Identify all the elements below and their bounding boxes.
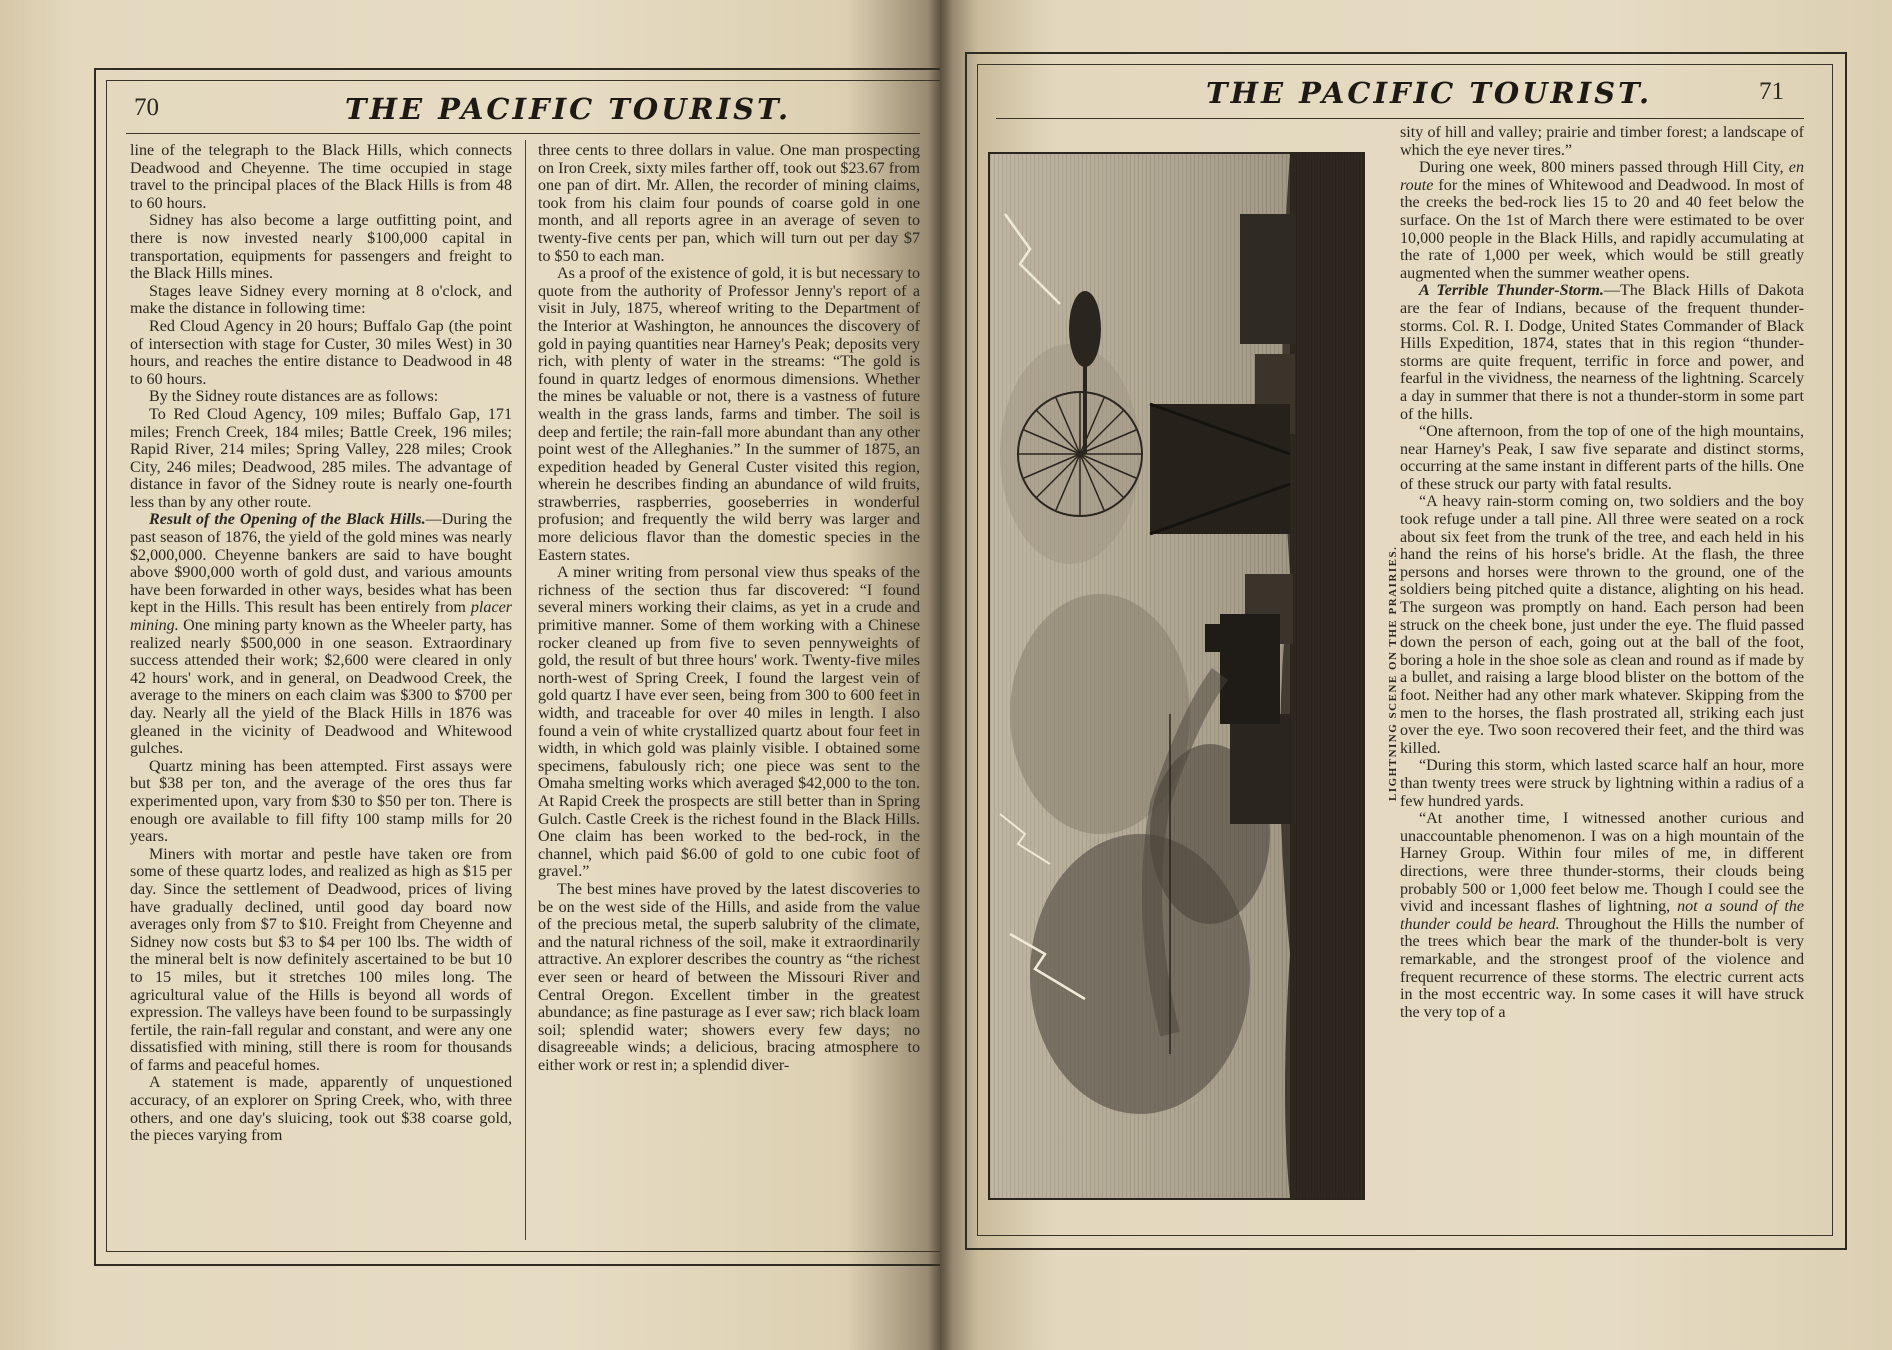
- paragraph: Quartz mining has been attempted. First assays were but $38 per ton, and the average of the ores thus far experimented upon, vary from $30 to $50 per ton. There is enough ore available to fill fifty 100 stamp mills for 20 years.: [130, 757, 512, 846]
- paragraph-text: Throughout the Hills the number of the trees which bear the mark of the thunder-bolt is very remarkable, and the strongest proof of the violence and frequent recurrence of these storms. The electric current acts in the most eccentric way. In some cases it will have struck the very top of a: [1400, 915, 1804, 1021]
- header-rule: [996, 118, 1804, 119]
- right-page: [940, 0, 1892, 1350]
- paragraph: sity of hill and valley; prairie and timber forest; a landscape of which the eye never tires.”: [1400, 124, 1804, 159]
- paragraph: Sidney has also become a large outfitting point, and there is now invested nearly $100,000 capital in transportation, equipments for passengers and freight to the Black Hills mines.: [130, 212, 512, 283]
- paragraph-text: “At another time, I witnessed another curious and unaccountable phenomenon. I was on a high mountain of the Harney Group. Within four miles of me, in different directions, were three thunder-storms, their clouds being probably 500 or 1,000 feet below me. Though I could see the vivid and incessant flashes of lightning,: [1400, 810, 1804, 916]
- paragraph-text: During one week, 800 miners passed through Hill City,: [1419, 159, 1789, 177]
- page-number: 71: [1759, 78, 1784, 105]
- paragraph: “During this storm, which lasted scarce half an hour, more than twenty trees were struck by lightning within a radius of a few hundred yards.: [1400, 757, 1804, 810]
- illustration-caption: LIGHTNING SCENE ON THE PRAIRIES.: [1387, 545, 1399, 801]
- running-head: THE PACIFIC TOURIST.: [1206, 76, 1653, 110]
- paragraph-text: One mining party known as the Wheeler party, has realized nearly $500,000 in one season. Extraordinary success attended their work; $2,600 were cleared in only 42 hours' work, and in general, on Deadwood Creek, the average to the miners on each claim was $300 to $700 per day. Nearly all the yield of the Black Hills in 1876 was gleaned in the vicinity of Deadwood and Whitewood gulches.: [130, 617, 512, 758]
- paragraph: To Red Cloud Agency, 109 miles; Buffalo Gap, 171 miles; French Creek, 184 miles; Battle Creek, 196 miles; Rapid River, 214 miles; Spring Valley, 228 miles; Crook City, 246 miles; Deadwood, 285 miles. The advantage of distance in favor of the Sidney route is nearly one-fourth less than by any other route.: [130, 405, 512, 511]
- paragraph: [130, 511, 512, 757]
- left-page: [0, 0, 940, 1350]
- text-column: [1400, 124, 1804, 1222]
- paragraph-text: —The Black Hills of Dakota are the fear of Indians, because of the frequent thunder-storms. Col. R. I. Dodge, United States Commander of Black Hills Expedition, 1874, states that in this region “thunder-storms are quite frequent, terrific in force and power, and fearful in the vividness, the nearness of the lightning. Scarcely a day in summer that there is not a thunder-storm in some part of the hills.: [1400, 282, 1804, 423]
- paragraph: line of the telegraph to the Black Hills, which connects Deadwood and Cheyenne. The time occupied in stage travel to the principal places of the Black Hills is from 48 to 60 hours.: [130, 142, 512, 212]
- section-heading: A Terrible Thunder-Storm.: [1419, 282, 1604, 300]
- emphasis: not a sound of the thunder could be heard.: [1400, 898, 1804, 933]
- paragraph-text: for the mines of Whitewood and Deadwood. In most of the creeks the bed-rock lies 15 to 20 and 40 feet below the surface. On the 1st of March there were estimated to be over 10,000 people in the Black Hills, and rapidly accumulating at the rate of 1,000 per week, which would be still greatly augmented when the summer weather opens.: [1400, 176, 1804, 282]
- paragraph: [1400, 159, 1804, 282]
- paragraph: A miner writing from personal view thus speaks of the richness of the section thus far discovered: “I found several miners working their claims, as yet in a crude and primitive manner. Some of them working with a Chinese rocker cleaned up from five to seven pennyweights of gold, the result of but three hours' work. Twenty-five miles north-west of Spring Creek, I found the largest vein of gold quartz I have ever seen, being from 300 to 600 feet in width, and traceable for over 40 miles in length. I also found a vein of white crystallized quartz about four feet in width, in which gold was plainly visible. I obtained some specimens, fabulously rich; one piece was sent to the Omaha smelting works which averaged $42,000 to the ton. At Rapid Creek the prospects are still better than in Spring Gulch. Castle Creek is the richest found in the Black Hills. One claim has been worked to the bed-rock, in the channel, which paid $6.00 of gold to one cubic foot of gravel.”: [538, 564, 920, 881]
- paragraph: [1400, 282, 1804, 423]
- paragraph: By the Sidney route distances are as follows:: [149, 388, 439, 406]
- emphasis: placer mining.: [130, 599, 512, 635]
- paragraph: [1400, 810, 1804, 1021]
- paragraph: Miners with mortar and pestle have taken ore from some of these quartz lodes, and realized as high as $15 per day. Since the settlement of Deadwood, prices of living have gradually declined, until good day board now averages only from $7 to $10. Freight from Cheyenne and Sidney now costs but $3 to $4 per 100 lbs. The width of the mineral belt is now definitely ascertained to be but 10 to 15 miles, but it stretches 100 miles long. The agricultural value of the Hills is beyond all words of expression. The valleys have been found to be surpassingly fertile, the rain-fall regular and constant, and were any one dissatisfied with mining, still there is room for thousands of farms and peaceful homes.: [130, 845, 512, 1074]
- paragraph: Red Cloud Agency in 20 hours; Buffalo Gap (the point of intersection with stage for Custer, 30 miles West) in 30 hours, and reaches the entire distance to Deadwood in 48 to 60 hours.: [130, 317, 512, 388]
- column-divider: [525, 140, 526, 1240]
- text-column-left: [130, 142, 512, 1240]
- emphasis: en route: [1400, 159, 1804, 194]
- lightning-engraving: [988, 152, 1365, 1200]
- page-number: 70: [134, 94, 159, 121]
- paragraph: Stages leave Sidney every morning at 8 o'clock, and make the distance in following time:: [130, 282, 512, 318]
- paragraph: three cents to three dollars in value. One man prospecting on Iron Creek, sixty miles farther off, took out $23.67 from one pan of dirt. Mr. Allen, the recorder of mining claims, took from his claim four pounds of coarse gold in one month, and all reports agree in an average of seven to twenty-five cents per pan, which will turn out per day $7 to $50 to each man.: [538, 142, 920, 265]
- text-column-right: [538, 142, 920, 1240]
- section-heading: Result of the Opening of the Black Hills.: [149, 511, 426, 529]
- running-head: THE PACIFIC TOURIST.: [345, 92, 792, 126]
- paragraph: The best mines have proved by the latest discoveries to be on the west side of the Hills, and aside from the value of the precious metal, the superb salubrity of the climate, and the natural richness of the soil, make it extraordinarily attractive. An explorer describes the country as “the richest ever seen or heard of between the Missouri River and Central Oregon. Excellent timber in the greatest abundance; as fine pasturage as I ever saw; rich black loam soil; splendid water; showers every few days; no disagreeable winds; a delicious, bracing atmosphere to either work or rest in; a splendid diver-: [538, 880, 920, 1074]
- engraving-image: [990, 154, 1363, 1198]
- header-rule: [126, 133, 920, 134]
- paragraph-text: —During the past season of 1876, the yield of the gold mines was nearly $2,000,000. Cheyenne bankers are said to have bought above $900,000 worth of gold dust, and various amounts have been forwarded in other ways, besides what has been kept in the Hills. This result has been entirely from: [130, 511, 512, 617]
- paragraph: “A heavy rain-storm coming on, two soldiers and the boy took refuge under a tall pine. All three were seated on a rock about six feet from the trunk of the tree, and each held in his hand the reins of his horse's bridle. At the flash, the three persons and horses were thrown to the ground, one of the soldiers being pitched quite a distance, alighting on his head. The surgeon was promptly on hand. Each person had been struck on the cheek bone, just under the eye. The fluid passed down the person of each, going out at the ball of the foot, boring a hole in the shoe sole as clean and round as if made by a bullet, and raising a large blood blister on the bottom of the foot. Neither had any other mark whatever. Skipping from the men to the horses, the flash prostrated all, striking each just over the eye. Two soon recovered their feet, and the third was killed.: [1400, 493, 1804, 757]
- paragraph: A statement is made, apparently of unquestioned accuracy, of an explorer on Spring Creek, who, with three others, and one day's sluicing, took out $38 coarse gold, the pieces varying from: [130, 1074, 512, 1145]
- paragraph: As a proof of the existence of gold, it is but necessary to quote from the authority of Professor Jenny's report of a visit in July, 1875, whereof writing to the Department of the Interior at Washington, he announces the discovery of gold in paying quantities near Harney's Peak; deposits very rich, with plenty of water in the streams: “The gold is found in quartz ledges of enormous dimensions. Whether the mines be valuable or not, there is a vastness of future wealth in the grass lands, farms and timber. The soil is deep and fertile; the rain-fall more abundant than any other point west of the Alleghanies.” In the summer of 1875, an expedition headed by General Custer visited this region, wherein he describes finding an abundance of wild fruits, strawberries, raspberries, gooseberries in wonderful profusion; and frequently the wild berry was larger and more delicious flavor than the domestic species in the Eastern states.: [538, 265, 920, 564]
- book-gutter: [928, 0, 952, 1350]
- paragraph: “One afternoon, from the top of one of the high mountains, near Harney's Peak, I saw five separate and distinct storms, occurring at the same instant in different parts of the hills. One of these struck our party with fatal results.: [1400, 423, 1804, 493]
